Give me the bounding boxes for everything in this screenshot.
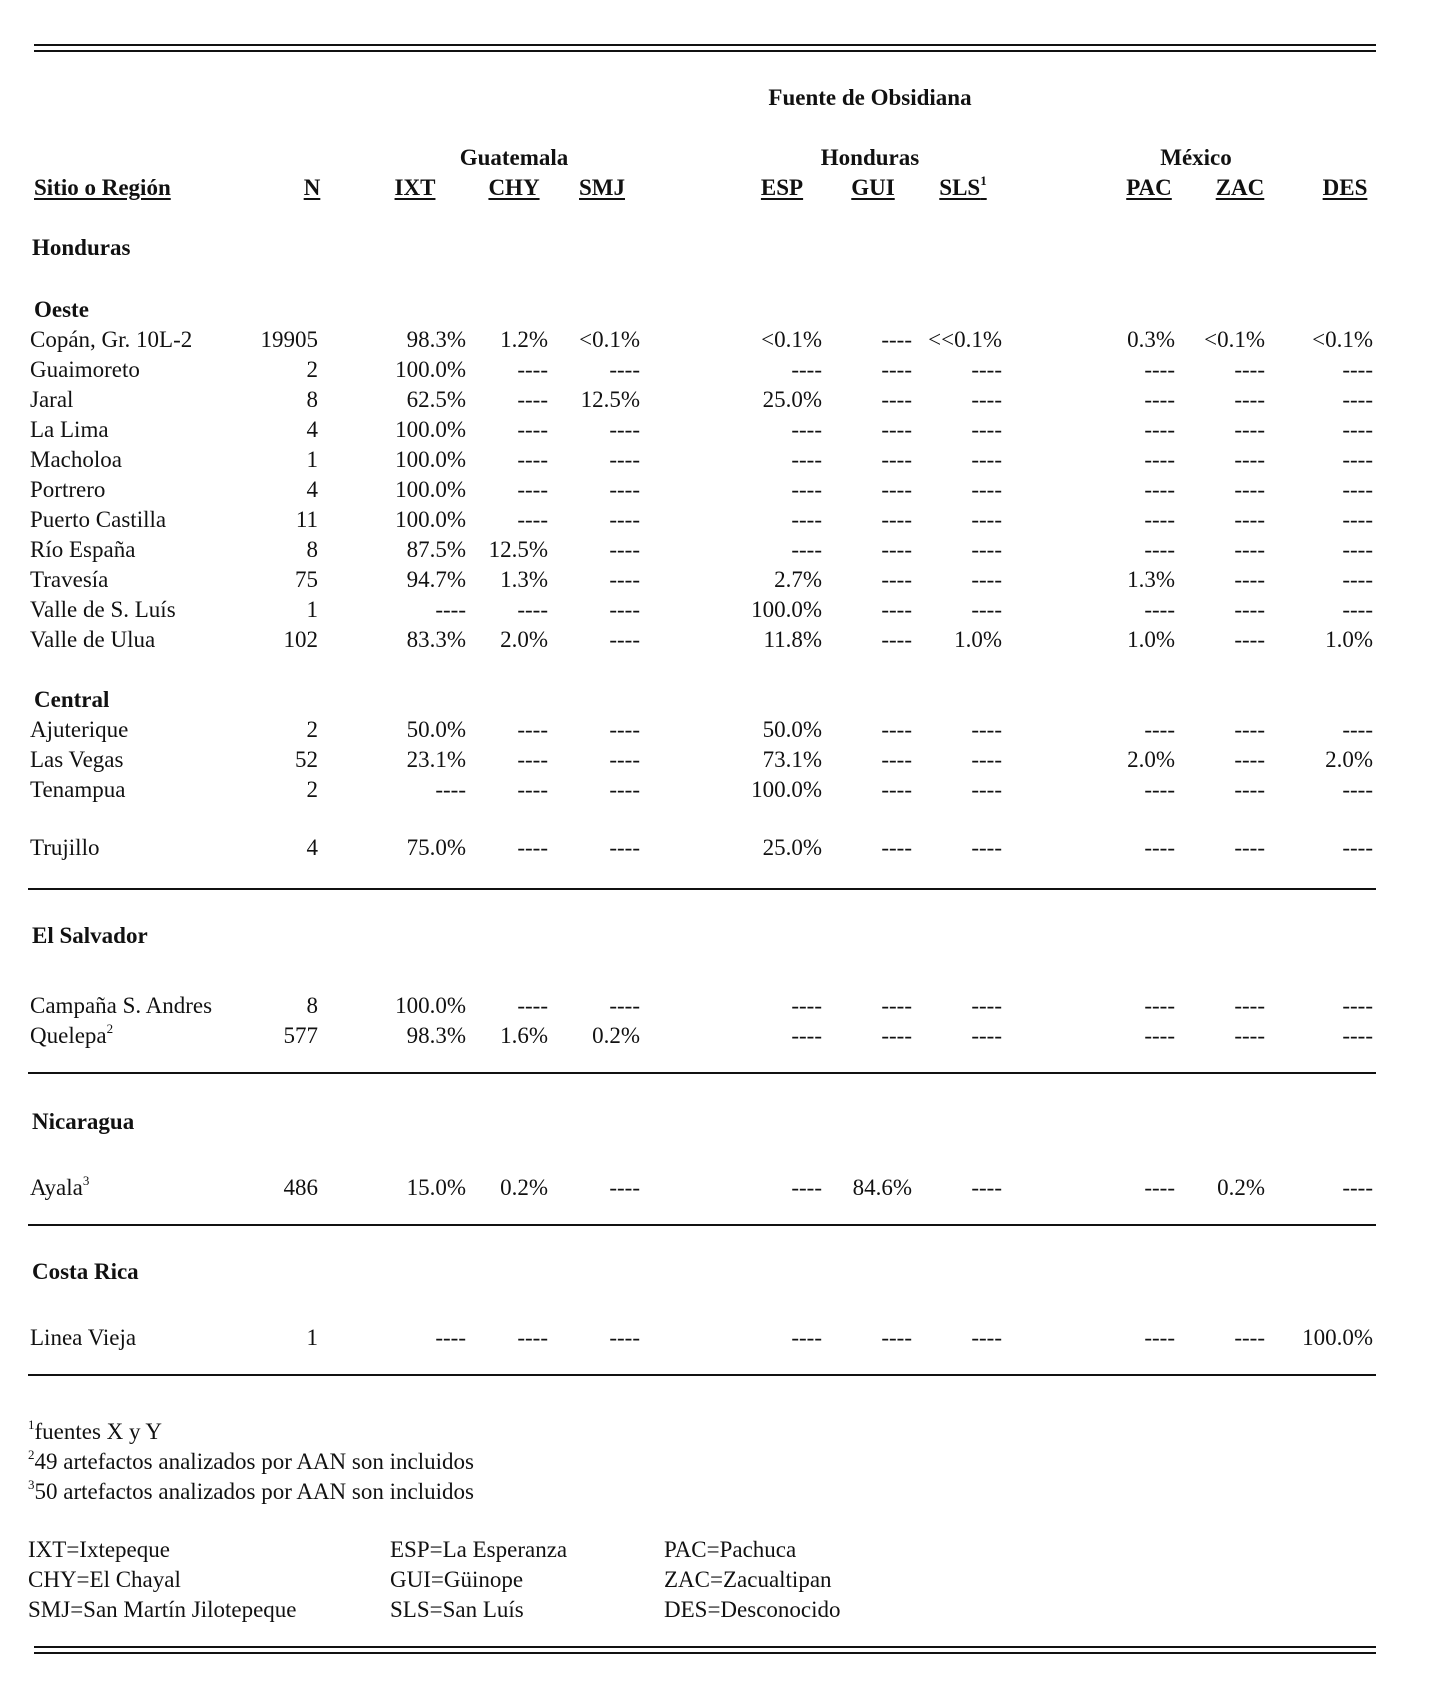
table-cell-pac: ---- <box>1144 537 1175 562</box>
subsection-title: Oeste <box>34 297 89 322</box>
table-cell-gui: ---- <box>881 327 912 352</box>
table-cell-zac: ---- <box>1234 597 1265 622</box>
site-name <box>30 418 109 441</box>
column-header-sls <box>939 173 987 200</box>
table-cell-des: ---- <box>1342 387 1373 412</box>
table-cell-chy: ---- <box>517 717 548 742</box>
table-cell-chy: ---- <box>517 993 548 1018</box>
table-cell-smj: ---- <box>609 507 640 532</box>
site-name-text: Linea Vieja <box>30 1325 137 1350</box>
legend-entry: SLS=San Luís <box>390 1597 524 1622</box>
section-divider <box>28 888 1376 890</box>
table-cell-des: ---- <box>1342 357 1373 382</box>
table-cell-des: ---- <box>1342 835 1373 860</box>
table-cell-des: 1.0% <box>1325 627 1373 652</box>
column-header-zac: ZAC <box>1215 175 1265 200</box>
table-cell-esp: 25.0% <box>762 387 822 412</box>
table-cell-n: 2 <box>306 717 318 742</box>
footnote <box>28 1417 163 1444</box>
table-cell-zac: ---- <box>1234 747 1265 772</box>
site-name-text: Tenampua <box>30 777 126 802</box>
table-cell-pac: ---- <box>1144 835 1175 860</box>
table-cell-esp: ---- <box>791 1325 822 1350</box>
site-name-text: Quelepa <box>30 1023 107 1048</box>
table-cell-chy: ---- <box>517 417 548 442</box>
table-cell-smj: ---- <box>609 357 640 382</box>
column-header-pac: PAC <box>1126 175 1172 200</box>
table-cell-ixt: 100.0% <box>395 417 466 442</box>
bottom-double-rule <box>34 1646 1376 1654</box>
site-name-text: Valle de Ulua <box>30 627 156 652</box>
table-cell-n: 2 <box>306 357 318 382</box>
table-cell-pac: 2.0% <box>1127 747 1175 772</box>
legend-entry: SMJ=San Martín Jilotepeque <box>28 1597 297 1622</box>
column-header-chy: CHY <box>488 175 540 200</box>
site-name-text: Campaña S. Andres <box>30 993 213 1018</box>
table-cell-chy: 1.3% <box>500 567 548 592</box>
table-cell-esp: 50.0% <box>762 717 822 742</box>
site-name <box>30 1326 136 1349</box>
table-cell-gui: ---- <box>881 477 912 502</box>
column-header-site: Sitio o Región <box>34 175 171 200</box>
table-cell-sls: ---- <box>971 567 1002 592</box>
table-cell-chy: ---- <box>517 1325 548 1350</box>
table-cell-chy: ---- <box>517 387 548 412</box>
site-name-text: Las Vegas <box>30 747 124 772</box>
table-cell-pac: ---- <box>1144 447 1175 472</box>
site-name <box>30 778 125 801</box>
table-cell-gui: ---- <box>881 357 912 382</box>
table-cell-ixt: 83.3% <box>406 627 466 652</box>
legend-entry: DES=Desconocido <box>664 1597 841 1622</box>
table-cell-smj: 12.5% <box>580 387 640 412</box>
table-cell-sls: ---- <box>971 777 1002 802</box>
table-cell-n: 2 <box>306 777 318 802</box>
table-cell-zac: ---- <box>1234 1325 1265 1350</box>
table-cell-zac: ---- <box>1234 777 1265 802</box>
site-name-text: Ajuterique <box>30 717 129 742</box>
subsection-title: Central <box>34 687 110 712</box>
table-cell-ixt: ---- <box>435 777 466 802</box>
table-cell-n: 4 <box>306 477 318 502</box>
table-cell-zac: ---- <box>1234 1023 1265 1048</box>
table-cell-ixt: ---- <box>435 597 466 622</box>
table-cell-chy: 12.5% <box>488 537 548 562</box>
table-cell-pac: ---- <box>1144 597 1175 622</box>
table-cell-n: 4 <box>306 835 318 860</box>
table-cell-ixt: 62.5% <box>406 387 466 412</box>
table-cell-zac: ---- <box>1234 567 1265 592</box>
table-cell-n: 8 <box>306 993 318 1018</box>
legend-entry: ZAC=Zacualtipan <box>664 1567 832 1592</box>
table-cell-chy: 0.2% <box>500 1175 548 1200</box>
table-cell-zac: ---- <box>1234 447 1265 472</box>
column-header-sls-text: SLS <box>939 175 981 200</box>
table-cell-smj: ---- <box>609 597 640 622</box>
table-cell-des: ---- <box>1342 417 1373 442</box>
table-cell-gui: ---- <box>881 567 912 592</box>
table-cell-pac: ---- <box>1144 387 1175 412</box>
site-name-text: La Lima <box>30 417 109 442</box>
table-cell-smj: 0.2% <box>592 1023 640 1048</box>
footnote-ref: 1 <box>980 173 987 188</box>
table-cell-zac: ---- <box>1234 537 1265 562</box>
legend-entry: CHY=El Chayal <box>28 1567 181 1592</box>
legend-entry: PAC=Pachuca <box>664 1537 797 1562</box>
section-title: El Salvador <box>32 923 148 948</box>
footnote-ref: 2 <box>106 1021 114 1036</box>
table-cell-sls: ---- <box>971 1175 1002 1200</box>
table-cell-zac: ---- <box>1234 835 1265 860</box>
table-cell-esp: 11.8% <box>763 627 822 652</box>
table-cell-zac: ---- <box>1234 357 1265 382</box>
column-header-des: DES <box>1322 175 1368 200</box>
table-cell-sls: ---- <box>971 717 1002 742</box>
site-name <box>30 748 123 771</box>
table-cell-chy: ---- <box>517 747 548 772</box>
table-cell-sls: ---- <box>971 387 1002 412</box>
table-cell-des: ---- <box>1342 507 1373 532</box>
table-cell-gui: ---- <box>881 507 912 532</box>
table-cell-n: 1 <box>306 447 318 472</box>
footnote <box>28 1477 474 1504</box>
section-divider <box>28 1224 1376 1226</box>
footnote-mark: 2 <box>28 1447 35 1462</box>
table-cell-sls: 1.0% <box>954 627 1002 652</box>
table-cell-ixt: 75.0% <box>406 835 466 860</box>
table-cell-esp: ---- <box>791 507 822 532</box>
table-cell-sls: ---- <box>971 747 1002 772</box>
site-name <box>30 836 99 859</box>
table-cell-n: 1 <box>306 597 318 622</box>
table-cell-smj: ---- <box>609 1325 640 1350</box>
table-cell-zac: ---- <box>1234 993 1265 1018</box>
table-cell-pac: ---- <box>1144 1175 1175 1200</box>
table-cell-esp: ---- <box>791 477 822 502</box>
column-header-gui: GUI <box>851 175 895 200</box>
table-cell-gui: ---- <box>881 537 912 562</box>
legend-entry: IXT=Ixtepeque <box>28 1537 170 1562</box>
table-cell-gui: ---- <box>881 717 912 742</box>
table-cell-esp: 2.7% <box>774 567 822 592</box>
table-cell-chy: 2.0% <box>500 627 548 652</box>
footnote-ref: 3 <box>82 1173 90 1188</box>
table-cell-pac: ---- <box>1144 417 1175 442</box>
site-name <box>30 718 128 741</box>
table-cell-gui: ---- <box>881 777 912 802</box>
table-cell-des: 100.0% <box>1302 1325 1373 1350</box>
table-cell-smj: ---- <box>609 1175 640 1200</box>
table-cell-gui: ---- <box>881 835 912 860</box>
table-cell-chy: ---- <box>517 477 548 502</box>
table-cell-n: 486 <box>283 1175 318 1200</box>
site-name-text: Guaimoreto <box>30 357 140 382</box>
table-cell-chy: 1.6% <box>500 1023 548 1048</box>
table-cell-n: 19905 <box>260 327 318 352</box>
table-cell-gui: ---- <box>881 1325 912 1350</box>
site-name-text: Trujillo <box>30 835 100 860</box>
site-name-text: Valle de S. Luís <box>30 597 176 622</box>
table-cell-smj: ---- <box>609 417 640 442</box>
table-cell-zac: ---- <box>1234 477 1265 502</box>
table-cell-chy: ---- <box>517 357 548 382</box>
table-cell-pac: ---- <box>1144 717 1175 742</box>
table-cell-pac: ---- <box>1144 777 1175 802</box>
table-cell-esp: ---- <box>791 357 822 382</box>
site-name <box>30 538 135 561</box>
table-cell-des: ---- <box>1342 777 1373 802</box>
table-cell-ixt: 100.0% <box>395 507 466 532</box>
table-cell-n: 8 <box>306 537 318 562</box>
table-cell-ixt: 23.1% <box>406 747 466 772</box>
site-name-text: Travesía <box>30 567 109 592</box>
footnote-mark: 1 <box>28 1417 35 1432</box>
table-cell-gui: ---- <box>881 993 912 1018</box>
table-cell-des: ---- <box>1342 537 1373 562</box>
table-cell-n: 11 <box>295 507 318 532</box>
table-cell-smj: ---- <box>609 567 640 592</box>
legend-entry: ESP=La Esperanza <box>390 1537 568 1562</box>
top-double-rule <box>34 44 1376 52</box>
table-cell-des: ---- <box>1342 447 1373 472</box>
table-cell-sls: ---- <box>971 477 1002 502</box>
table-cell-n: 52 <box>295 747 318 772</box>
site-name <box>30 1173 90 1200</box>
table-cell-des: <0.1% <box>1312 327 1373 352</box>
column-header-n: N <box>303 175 321 200</box>
table-cell-chy: ---- <box>517 777 548 802</box>
site-name <box>30 628 155 651</box>
table-cell-zac: ---- <box>1234 717 1265 742</box>
table-cell-des: ---- <box>1342 597 1373 622</box>
table-cell-chy: ---- <box>517 507 548 532</box>
table-cell-n: 102 <box>283 627 318 652</box>
table-cell-zac: 0.2% <box>1217 1175 1265 1200</box>
table-cell-n: 1 <box>306 1325 318 1350</box>
site-name <box>30 598 176 621</box>
table-cell-chy: ---- <box>517 835 548 860</box>
site-name-text: Copán, Gr. 10L-2 <box>30 327 193 352</box>
column-header-ixt: IXT <box>394 175 436 200</box>
table-cell-esp: 100.0% <box>751 597 822 622</box>
footnote-mark: 3 <box>28 1477 35 1492</box>
section-title: Nicaragua <box>32 1109 135 1134</box>
section-divider <box>28 1374 1376 1376</box>
table-cell-pac: ---- <box>1144 993 1175 1018</box>
table-cell-chy: ---- <box>517 447 548 472</box>
table-cell-sls: <<0.1% <box>928 327 1002 352</box>
table-cell-ixt: 100.0% <box>395 477 466 502</box>
section-title: Costa Rica <box>32 1259 139 1284</box>
table-cell-zac: ---- <box>1234 417 1265 442</box>
table-cell-ixt: 100.0% <box>395 357 466 382</box>
table-cell-sls: ---- <box>971 507 1002 532</box>
table-cell-pac: 1.0% <box>1127 627 1175 652</box>
table-cell-des: ---- <box>1342 1023 1373 1048</box>
table-cell-gui: ---- <box>881 747 912 772</box>
table-cell-pac: ---- <box>1144 1325 1175 1350</box>
table-cell-esp: ---- <box>791 1175 822 1200</box>
table-cell-esp: 25.0% <box>762 835 822 860</box>
table-cell-des: ---- <box>1342 567 1373 592</box>
site-name-text: Ayala <box>30 1175 83 1200</box>
table-cell-smj: ---- <box>609 477 640 502</box>
table-cell-smj: ---- <box>609 447 640 472</box>
site-name-text: Jaral <box>30 387 74 412</box>
table-cell-smj: ---- <box>609 993 640 1018</box>
table-cell-chy: 1.2% <box>500 327 548 352</box>
table-cell-pac: 0.3% <box>1127 327 1175 352</box>
table-cell-smj: ---- <box>609 835 640 860</box>
table-cell-esp: ---- <box>791 993 822 1018</box>
legend-entry: GUI=Güinope <box>390 1567 524 1592</box>
table-cell-sls: ---- <box>971 1325 1002 1350</box>
table-cell-ixt: 15.0% <box>406 1175 466 1200</box>
table-cell-gui: ---- <box>881 597 912 622</box>
footnote-text: 49 artefactos analizados por AAN son incluidos <box>34 1449 474 1474</box>
site-name <box>30 994 212 1017</box>
column-header-esp: ESP <box>760 175 804 200</box>
table-cell-ixt: ---- <box>435 1325 466 1350</box>
table-cell-esp: 73.1% <box>762 747 822 772</box>
site-name <box>30 478 105 501</box>
footnote-text: fuentes X y Y <box>34 1419 163 1444</box>
site-name-text: Macholoa <box>30 447 122 472</box>
table-cell-ixt: 94.7% <box>406 567 466 592</box>
table-cell-zac: ---- <box>1234 387 1265 412</box>
table-cell-des: ---- <box>1342 1175 1373 1200</box>
table-cell-esp: <0.1% <box>761 327 822 352</box>
table-cell-sls: ---- <box>971 1023 1002 1048</box>
table-cell-smj: ---- <box>609 627 640 652</box>
site-name-text: Puerto Castilla <box>30 507 167 532</box>
table-cell-smj: ---- <box>609 537 640 562</box>
table-cell-n: 8 <box>306 387 318 412</box>
table-cell-smj: <0.1% <box>579 327 640 352</box>
footnote <box>28 1447 474 1474</box>
table-cell-sls: ---- <box>971 447 1002 472</box>
table-cell-ixt: 100.0% <box>395 993 466 1018</box>
table-cell-pac: ---- <box>1144 477 1175 502</box>
table-cell-des: ---- <box>1342 993 1373 1018</box>
site-name <box>30 328 192 351</box>
table-cell-pac: ---- <box>1144 357 1175 382</box>
table-cell-chy: ---- <box>517 597 548 622</box>
table-cell-sls: ---- <box>971 597 1002 622</box>
table-cell-esp: ---- <box>791 1023 822 1048</box>
table-cell-esp: 100.0% <box>751 777 822 802</box>
site-name <box>30 388 73 411</box>
table-cell-esp: ---- <box>791 417 822 442</box>
table-cell-des: ---- <box>1342 477 1373 502</box>
table-cell-n: 75 <box>295 567 318 592</box>
table-cell-zac: ---- <box>1234 507 1265 532</box>
table-cell-zac: ---- <box>1234 627 1265 652</box>
table-cell-pac: 1.3% <box>1127 567 1175 592</box>
table-cell-n: 4 <box>306 417 318 442</box>
table-cell-n: 577 <box>283 1023 318 1048</box>
table-cell-gui: ---- <box>881 447 912 472</box>
table-cell-gui: ---- <box>881 417 912 442</box>
site-name <box>30 568 108 591</box>
table-cell-ixt: 98.3% <box>406 1023 466 1048</box>
site-name <box>30 1021 114 1048</box>
section-title: Honduras <box>32 235 131 260</box>
table-cell-gui: 84.6% <box>852 1175 912 1200</box>
table-cell-des: 2.0% <box>1325 747 1373 772</box>
table-title: Fuente de Obsidiana <box>768 85 972 110</box>
table-cell-esp: ---- <box>791 447 822 472</box>
table-cell-ixt: 100.0% <box>395 447 466 472</box>
column-header-smj: SMJ <box>579 175 625 200</box>
site-name <box>30 508 166 531</box>
group-guatemala: Guatemala <box>459 145 569 170</box>
table-cell-smj: ---- <box>609 777 640 802</box>
table-cell-pac: ---- <box>1144 1023 1175 1048</box>
site-name-text: Portrero <box>30 477 106 502</box>
table-cell-esp: ---- <box>791 537 822 562</box>
table-cell-pac: ---- <box>1144 507 1175 532</box>
table-cell-sls: ---- <box>971 537 1002 562</box>
table-cell-gui: ---- <box>881 1023 912 1048</box>
site-name <box>30 448 122 471</box>
table-cell-zac: <0.1% <box>1204 327 1265 352</box>
table-cell-ixt: 50.0% <box>406 717 466 742</box>
table-cell-smj: ---- <box>609 717 640 742</box>
table-cell-gui: ---- <box>881 387 912 412</box>
table-cell-sls: ---- <box>971 993 1002 1018</box>
group-mexico: México <box>1160 145 1232 170</box>
table-cell-ixt: 98.3% <box>406 327 466 352</box>
table-cell-sls: ---- <box>971 357 1002 382</box>
section-divider <box>28 1072 1376 1074</box>
table-cell-sls: ---- <box>971 835 1002 860</box>
table-cell-des: ---- <box>1342 717 1373 742</box>
table-cell-smj: ---- <box>609 747 640 772</box>
group-honduras: Honduras <box>820 145 920 170</box>
table-cell-ixt: 87.5% <box>406 537 466 562</box>
table-cell-gui: ---- <box>881 627 912 652</box>
footnote-text: 50 artefactos analizados por AAN son incluidos <box>34 1479 474 1504</box>
site-name <box>30 358 140 381</box>
table-cell-sls: ---- <box>971 417 1002 442</box>
site-name-text: Río España <box>30 537 136 562</box>
